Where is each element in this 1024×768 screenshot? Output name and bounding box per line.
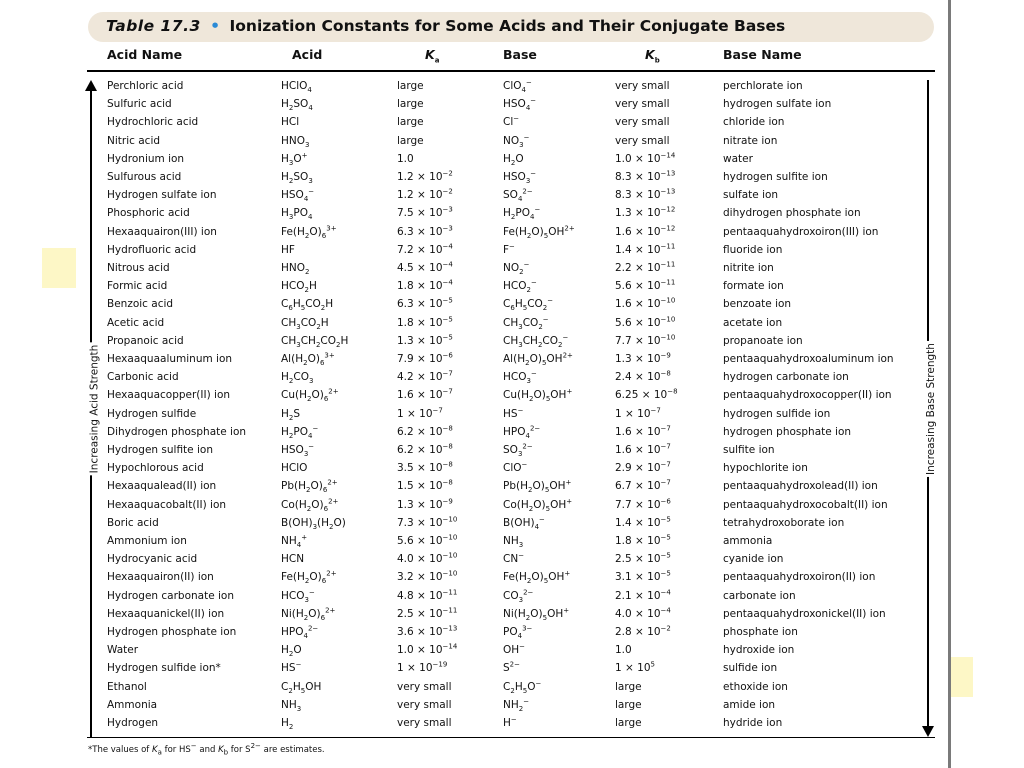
kb-cell: $5.6 \times 10^{-11}$ bbox=[615, 278, 676, 293]
base-formula-cell: ClO− bbox=[503, 460, 528, 475]
kb-cell: $2.9 \times 10^{-7}$ bbox=[615, 460, 671, 475]
base-formula-cell: $Cu(H_2O)_5OH^+$ bbox=[503, 387, 573, 404]
ka-cell: $1.3 \times 10^{-9}$ bbox=[397, 497, 453, 511]
kb-cell: very small bbox=[615, 116, 670, 129]
base-formula-cell: $CO_3^{2-}$ bbox=[503, 588, 534, 604]
table-row bbox=[0, 643, 1024, 661]
kb-cell: $1.6 \times 10^{-7}$ bbox=[615, 442, 671, 456]
acid-formula-cell: $NH_4^+$ bbox=[281, 533, 308, 550]
acid-name-cell: Hexaaquacopper(II) ion bbox=[107, 389, 231, 402]
table-row bbox=[0, 97, 1024, 115]
ka-cell: $3.2 \times 10^{-10}$ bbox=[397, 569, 458, 584]
header-kb: $K_b$ bbox=[645, 47, 660, 65]
base-name-cell: hydride ion bbox=[723, 717, 783, 729]
table-row bbox=[0, 388, 1024, 406]
base-formula-cell: F− bbox=[503, 242, 515, 256]
kb-cell: $1.6 \times 10^{-12}$ bbox=[615, 224, 676, 238]
ka-cell: large bbox=[397, 116, 424, 129]
table-row bbox=[0, 570, 1024, 588]
base-name-cell: pentaaquahydroxonickel(II) ion bbox=[723, 607, 886, 620]
ka-cell: $7.9 \times 10^{-6}$ bbox=[397, 351, 453, 365]
kb-cell: $2.8 \times 10^{-2}$ bbox=[615, 624, 671, 638]
kb-cell: $7.7 \times 10^{-10}$ bbox=[615, 333, 676, 347]
acid-name-cell: Formic acid bbox=[107, 280, 168, 293]
base-name-cell: tetrahydroxoborate ion bbox=[723, 516, 845, 529]
acid-formula-cell: HF bbox=[281, 243, 295, 256]
base-name-cell: hydrogen sulfate ion bbox=[723, 98, 832, 111]
ka-cell: large bbox=[397, 98, 424, 111]
base-formula-cell: $B(OH)_4^-$ bbox=[503, 515, 545, 531]
acid-formula-cell: $HSO_3^-$ bbox=[281, 442, 315, 459]
acid-name-cell: Hydrogen sulfite ion bbox=[107, 444, 213, 456]
acid-formula-cell: $Ni(H_2O)_6^{2+}$ bbox=[281, 606, 336, 622]
acid-name-cell: Hexaaquaaluminum ion bbox=[107, 353, 233, 365]
ka-cell: $6.3 \times 10^{-5}$ bbox=[397, 296, 453, 311]
table-row bbox=[0, 661, 1024, 679]
base-formula-cell: $SO_4^{2-}$ bbox=[503, 187, 533, 204]
acid-formula-cell: $H_2S$ bbox=[281, 407, 301, 422]
table-row bbox=[0, 516, 1024, 534]
acid-name-cell: Hexaaquacobalt(II) ion bbox=[107, 498, 227, 511]
kb-cell: $6.7 \times 10^{-7}$ bbox=[615, 478, 671, 493]
base-formula-cell: $S^{2-}$ bbox=[503, 660, 520, 675]
acid-name-cell: Hexaaquairon(III) ion bbox=[107, 225, 217, 238]
ka-cell: large bbox=[397, 80, 424, 92]
table-title bbox=[106, 17, 785, 35]
acid-formula-cell: $H_3O^+$ bbox=[281, 151, 308, 167]
acid-name-cell: Water bbox=[107, 644, 139, 657]
ka-cell: $6.2 \times 10^{-8}$ bbox=[397, 424, 453, 438]
table-row bbox=[0, 625, 1024, 643]
ka-cell: very small bbox=[397, 680, 452, 693]
table-row bbox=[0, 479, 1024, 497]
acid-name-cell: Acetic acid bbox=[107, 316, 165, 329]
acid-name-cell: Dihydrogen phosphate ion bbox=[107, 425, 247, 438]
kb-cell: large bbox=[615, 680, 642, 693]
table-row bbox=[0, 279, 1024, 297]
kb-cell: $3.1 \times 10^{-5}$ bbox=[615, 569, 671, 584]
table-row bbox=[0, 698, 1024, 716]
base-formula-cell: $Ni(H_2O)_5OH^+$ bbox=[503, 606, 570, 622]
acid-formula-cell: $H_2O$ bbox=[281, 644, 302, 659]
kb-cell: $7.7 \times 10^{-6}$ bbox=[615, 497, 671, 511]
table-row bbox=[0, 243, 1024, 261]
base-formula-cell: $C_6H_5CO_2^-$ bbox=[503, 296, 554, 313]
acid-name-cell: Carbonic acid bbox=[107, 371, 179, 384]
base-formula-cell: $H_2O$ bbox=[503, 152, 524, 167]
acid-formula-cell: $Cu(H_2O)_6^{2+}$ bbox=[281, 387, 339, 404]
table-title-text: Ionization Constants for Some Acids and Their Conjugate Bases bbox=[229, 17, 786, 35]
acid-formula-cell: $H_2SO_4$ bbox=[281, 98, 313, 113]
base-formula-cell: H− bbox=[503, 715, 517, 729]
ka-cell: $3.6 \times 10^{-13}$ bbox=[397, 624, 458, 638]
ka-cell: $7.2 \times 10^{-4}$ bbox=[397, 242, 453, 256]
acid-formula-cell: HClO$_4$ bbox=[281, 80, 312, 95]
table-row bbox=[0, 370, 1024, 388]
acid-formula-cell: $H_2SO_3$ bbox=[281, 171, 313, 186]
acid-formula-cell: $HCO_3^-$ bbox=[281, 588, 315, 604]
bottom-rule bbox=[87, 737, 935, 738]
base-name-cell: pentaaquahydroxocopper(II) ion bbox=[723, 389, 892, 402]
kb-cell: large bbox=[615, 698, 642, 711]
ka-cell: $2.5 \times 10^{-11}$ bbox=[397, 606, 458, 620]
table-row bbox=[0, 443, 1024, 461]
ka-cell: $4.0 \times 10^{-10}$ bbox=[397, 551, 458, 566]
kb-cell: $1.8 \times 10^{-5}$ bbox=[615, 533, 671, 547]
ka-cell: $1.6 \times 10^{-7}$ bbox=[397, 387, 453, 402]
ka-cell: very small bbox=[397, 698, 452, 711]
base-name-cell: dihydrogen phosphate ion bbox=[723, 207, 861, 220]
ka-cell: $4.5 \times 10^{-4}$ bbox=[397, 260, 453, 274]
base-name-cell: phosphate ion bbox=[723, 626, 798, 638]
acid-formula-cell: $H_3PO_4$ bbox=[281, 207, 313, 222]
base-name-cell: cyanide ion bbox=[723, 553, 784, 566]
acid-name-cell: Sulfuric acid bbox=[107, 98, 172, 111]
table-row bbox=[0, 206, 1024, 224]
table-row bbox=[0, 461, 1024, 479]
ka-cell: $4.2 \times 10^{-7}$ bbox=[397, 369, 453, 384]
acid-formula-cell: $Al(H_2O)_6^{3+}$ bbox=[281, 351, 335, 368]
kb-cell: large bbox=[615, 717, 642, 729]
base-formula-cell: $CH_3CO_2^-$ bbox=[503, 315, 549, 331]
base-name-cell: formate ion bbox=[723, 280, 784, 293]
kb-cell: $1.3 \times 10^{-12}$ bbox=[615, 205, 676, 220]
acid-name-cell: Ammonia bbox=[107, 698, 158, 711]
kb-cell: $1.6 \times 10^{-7}$ bbox=[615, 424, 671, 438]
header-acid-name: Acid Name bbox=[107, 47, 183, 62]
table-row bbox=[0, 115, 1024, 133]
base-name-cell: amide ion bbox=[723, 698, 776, 711]
title-separator-dot: • bbox=[210, 17, 221, 35]
base-name-cell: pentaaquahydroxolead(II) ion bbox=[723, 480, 878, 493]
base-formula-cell: $Fe(H_2O)_5OH^+$ bbox=[503, 569, 571, 586]
table-footnote: *The values of $K_a$ for HS− and $K_b$ for $S^{2-}$ are estimates. bbox=[88, 742, 325, 757]
acid-formula-cell: HCl bbox=[281, 116, 300, 129]
base-name-cell: nitrite ion bbox=[723, 262, 774, 274]
base-formula-cell: $NO_3^-$ bbox=[503, 133, 530, 149]
table-row bbox=[0, 79, 1024, 97]
kb-cell: $1.4 \times 10^{-11}$ bbox=[615, 242, 676, 256]
kb-cell: $1.6 \times 10^{-10}$ bbox=[615, 296, 676, 311]
header-base-name: Base Name bbox=[723, 47, 802, 62]
acid-name-cell: Hydrogen phosphate ion bbox=[107, 626, 237, 638]
acid-name-cell: Hydrogen bbox=[107, 717, 159, 729]
header-ka: $K_a$ bbox=[425, 47, 440, 65]
acid-formula-cell: $Pb(H_2O)_6^{2+}$ bbox=[281, 478, 338, 495]
base-formula-cell: $Co(H_2O)_5OH^+$ bbox=[503, 497, 573, 513]
table-row bbox=[0, 607, 1024, 625]
kb-cell: $1 \times 10^{-7}$ bbox=[615, 406, 661, 420]
acid-name-cell: Hexaaqualead(II) ion bbox=[107, 480, 217, 493]
acid-formula-cell: $H_2$ bbox=[281, 717, 294, 732]
table-row bbox=[0, 534, 1024, 552]
acid-formula-cell: $Fe(H_2O)_6^{2+}$ bbox=[281, 569, 337, 586]
ka-cell: $1.8 \times 10^{-4}$ bbox=[397, 278, 453, 293]
kb-cell: very small bbox=[615, 98, 670, 111]
kb-cell: $8.3 \times 10^{-13}$ bbox=[615, 187, 676, 202]
base-name-cell: hydrogen sulfide ion bbox=[723, 407, 831, 420]
base-name-cell: acetate ion bbox=[723, 316, 783, 329]
acid-strength-label: Increasing Acid Strength bbox=[88, 344, 101, 474]
acid-name-cell: Hydrogen sulfate ion bbox=[107, 189, 217, 202]
acid-formula-cell: HCN bbox=[281, 553, 305, 566]
base-formula-cell: $C_2H_5O^-$ bbox=[503, 679, 542, 695]
base-formula-cell: $Pb(H_2O)_5OH^+$ bbox=[503, 478, 572, 495]
ka-cell: $1.2 \times 10^{-2}$ bbox=[397, 187, 453, 202]
ka-cell: $1.0 \times 10^{-14}$ bbox=[397, 642, 458, 657]
base-name-cell: hypochlorite ion bbox=[723, 462, 808, 475]
acid-name-cell: Hydrochloric acid bbox=[107, 116, 199, 129]
base-name-cell: hydrogen sulfite ion bbox=[723, 171, 828, 183]
acid-formula-cell: $Fe(H_2O)_6^{3+}$ bbox=[281, 224, 337, 240]
kb-cell: $2.1 \times 10^{-4}$ bbox=[615, 588, 671, 602]
ka-cell: $1.2 \times 10^{-2}$ bbox=[397, 169, 453, 183]
table-row bbox=[0, 552, 1024, 570]
base-formula-cell: $HPO_4^{2-}$ bbox=[503, 424, 541, 440]
table-row bbox=[0, 498, 1024, 516]
acid-formula-cell: $H_2CO_3$ bbox=[281, 371, 314, 386]
base-formula-cell: ClO$_4$− bbox=[503, 78, 532, 95]
table-row bbox=[0, 680, 1024, 698]
kb-cell: $5.6 \times 10^{-10}$ bbox=[615, 315, 676, 329]
acid-name-cell: Hydronium ion bbox=[107, 152, 185, 165]
base-formula-cell: OH− bbox=[503, 642, 526, 657]
header-base: Base bbox=[503, 47, 537, 62]
acid-formula-cell: HS− bbox=[281, 660, 302, 675]
base-formula-cell: $HCO_2^-$ bbox=[503, 278, 537, 295]
base-formula-cell: HS− bbox=[503, 406, 524, 420]
base-formula-cell: $PO_4^{3-}$ bbox=[503, 624, 533, 641]
acid-formula-cell: $HCO_2H$ bbox=[281, 280, 317, 295]
base-name-cell: fluoride ion bbox=[723, 243, 783, 256]
acid-formula-cell: $Co(H_2O)_6^{2+}$ bbox=[281, 497, 339, 513]
acid-name-cell: Propanoic acid bbox=[107, 334, 184, 347]
base-formula-cell: $NH_2^-$ bbox=[503, 697, 530, 713]
table-row bbox=[0, 425, 1024, 443]
ka-cell: $3.5 \times 10^{-8}$ bbox=[397, 460, 453, 475]
table-row bbox=[0, 716, 1024, 734]
base-formula-cell: $Al(H_2O)_5OH^{2+}$ bbox=[503, 351, 573, 368]
ka-cell: $1 \times 10^{-7}$ bbox=[397, 406, 443, 420]
acid-name-cell: Perchloric acid bbox=[107, 80, 184, 92]
base-formula-cell: $H_2PO_4^-$ bbox=[503, 205, 541, 222]
ka-cell: 1.0 bbox=[397, 152, 414, 165]
base-name-cell: pentaaquahydroxoiron(II) ion bbox=[723, 571, 876, 584]
ka-cell: $6.3 \times 10^{-3}$ bbox=[397, 224, 453, 238]
base-name-cell: nitrate ion bbox=[723, 134, 778, 147]
base-name-cell: carbonate ion bbox=[723, 589, 796, 602]
acid-name-cell: Benzoic acid bbox=[107, 298, 174, 311]
header-acid: Acid bbox=[292, 47, 323, 62]
kb-cell: $1.3 \times 10^{-9}$ bbox=[615, 351, 671, 365]
base-arrowhead-icon bbox=[922, 726, 934, 738]
acid-formula-cell: $HSO_4^-$ bbox=[281, 187, 315, 204]
base-name-cell: sulfate ion bbox=[723, 189, 779, 202]
acid-name-cell: Hydrogen carbonate ion bbox=[107, 589, 235, 602]
kb-cell: $1.4 \times 10^{-5}$ bbox=[615, 515, 671, 529]
table-row bbox=[0, 170, 1024, 188]
kb-cell: $4.0 \times 10^{-4}$ bbox=[615, 606, 671, 620]
ka-cell: $7.5 \times 10^{-3}$ bbox=[397, 205, 453, 220]
base-name-cell: sulfite ion bbox=[723, 444, 775, 456]
acid-formula-cell: $B(OH)_3(H_2O)$ bbox=[281, 516, 346, 531]
acid-formula-cell: $CH_3CH_2CO_2H$ bbox=[281, 334, 349, 349]
ka-cell: $5.6 \times 10^{-10}$ bbox=[397, 533, 458, 547]
acid-name-cell: Ammonium ion bbox=[107, 535, 187, 547]
acid-name-cell: Nitrous acid bbox=[107, 262, 170, 274]
base-formula-cell: $SO_3^{2-}$ bbox=[503, 442, 533, 459]
acid-formula-cell: $CH_3CO_2H$ bbox=[281, 316, 329, 331]
ka-cell: $1.3 \times 10^{-5}$ bbox=[397, 333, 453, 347]
ka-cell: $7.3 \times 10^{-10}$ bbox=[397, 515, 458, 529]
base-name-cell: ammonia bbox=[723, 535, 773, 547]
base-name-cell: perchlorate ion bbox=[723, 80, 803, 92]
header-rule bbox=[87, 70, 935, 72]
base-name-cell: pentaaquahydroxoiron(III) ion bbox=[723, 225, 879, 238]
kb-cell: 1.0 bbox=[615, 644, 632, 657]
base-name-cell: propanoate ion bbox=[723, 334, 803, 347]
base-name-cell: ethoxide ion bbox=[723, 680, 788, 693]
acid-formula-cell: $C_2H_5OH$ bbox=[281, 680, 322, 695]
ka-cell: $6.2 \times 10^{-8}$ bbox=[397, 442, 453, 456]
table-row bbox=[0, 152, 1024, 170]
kb-cell: very small bbox=[615, 134, 670, 147]
base-formula-cell: $CH_3CH_2CO_2^-$ bbox=[503, 333, 569, 349]
base-name-cell: pentaaquahydroxoaluminum ion bbox=[723, 353, 894, 365]
table-row bbox=[0, 297, 1024, 315]
table-row bbox=[0, 316, 1024, 334]
ka-cell: $4.8 \times 10^{-11}$ bbox=[397, 588, 458, 602]
base-formula-cell: $HSO_3^-$ bbox=[503, 169, 537, 186]
table-row bbox=[0, 188, 1024, 206]
table-row bbox=[0, 407, 1024, 425]
acid-name-cell: Hydrogen sulfide ion* bbox=[107, 662, 221, 675]
kb-cell: $2.5 \times 10^{-5}$ bbox=[615, 551, 671, 566]
table-row bbox=[0, 134, 1024, 152]
base-name-cell: water bbox=[723, 152, 753, 165]
kb-cell: very small bbox=[615, 80, 670, 92]
acid-name-cell: Hexaaquanickel(II) ion bbox=[107, 607, 225, 620]
acid-name-cell: Nitric acid bbox=[107, 134, 161, 147]
table-number: Table 17.3 bbox=[106, 17, 201, 35]
ka-cell: $1.8 \times 10^{-5}$ bbox=[397, 315, 453, 329]
acid-name-cell: Phosphoric acid bbox=[107, 207, 190, 220]
base-name-cell: sulfide ion bbox=[723, 662, 778, 675]
base-name-cell: hydrogen phosphate ion bbox=[723, 425, 852, 438]
kb-cell: $2.4 \times 10^{-8}$ bbox=[615, 369, 671, 384]
table-row bbox=[0, 352, 1024, 370]
acid-name-cell: Sulfurous acid bbox=[107, 171, 182, 183]
acid-name-cell: Boric acid bbox=[107, 516, 159, 529]
base-name-cell: chloride ion bbox=[723, 116, 785, 129]
base-formula-cell: $NH_3$ bbox=[503, 535, 524, 550]
acid-name-cell: Hydrofluoric acid bbox=[107, 243, 197, 256]
base-name-cell: benzoate ion bbox=[723, 298, 792, 311]
base-formula-cell: Cl− bbox=[503, 114, 520, 129]
kb-cell: $1 \times 10^5$ bbox=[615, 660, 655, 675]
acid-formula-cell: $HNO_3$ bbox=[281, 134, 310, 149]
acid-name-cell: Hydrocyanic acid bbox=[107, 553, 198, 566]
base-formula-cell: $Fe(H_2O)_5OH^{2+}$ bbox=[503, 224, 575, 240]
base-strength-label: Increasing Base Strength bbox=[924, 343, 937, 475]
base-name-cell: pentaaquahydroxocobalt(II) ion bbox=[723, 498, 888, 511]
table-row bbox=[0, 261, 1024, 279]
acid-formula-cell: HClO bbox=[281, 462, 308, 475]
ka-cell: $1 \times 10^{-19}$ bbox=[397, 660, 448, 675]
table-row bbox=[0, 225, 1024, 243]
kb-cell: $8.3 \times 10^{-13}$ bbox=[615, 169, 676, 183]
acid-formula-cell: $HNO_2$ bbox=[281, 262, 310, 277]
kb-cell: $6.25 \times 10^{-8}$ bbox=[615, 387, 678, 402]
acid-name-cell: Ethanol bbox=[107, 680, 147, 693]
acid-name-cell: Hypochlorous acid bbox=[107, 462, 204, 475]
base-formula-cell: CN− bbox=[503, 551, 525, 566]
kb-cell: $1.0 \times 10^{-14}$ bbox=[615, 151, 676, 165]
acid-formula-cell: $H_2PO_4^-$ bbox=[281, 424, 319, 440]
acid-formula-cell: $NH_3$ bbox=[281, 698, 302, 713]
ka-cell: very small bbox=[397, 717, 452, 729]
kb-cell: $2.2 \times 10^{-11}$ bbox=[615, 260, 676, 274]
acid-formula-cell: $HPO_4^{2-}$ bbox=[281, 624, 319, 641]
table-row bbox=[0, 589, 1024, 607]
base-formula-cell: $HSO_4^-$ bbox=[503, 96, 537, 113]
table-row bbox=[0, 334, 1024, 352]
base-name-cell: hydroxide ion bbox=[723, 644, 795, 657]
base-formula-cell: $HCO_3^-$ bbox=[503, 369, 537, 386]
base-formula-cell: $NO_2^-$ bbox=[503, 260, 530, 277]
base-name-cell: hydrogen carbonate ion bbox=[723, 371, 849, 384]
ka-cell: large bbox=[397, 134, 424, 147]
acid-name-cell: Hexaaquairon(II) ion bbox=[107, 571, 214, 584]
ka-cell: $1.5 \times 10^{-8}$ bbox=[397, 478, 453, 493]
acid-formula-cell: $C_6H_5CO_2H$ bbox=[281, 298, 334, 313]
acid-name-cell: Hydrogen sulfide bbox=[107, 407, 197, 420]
